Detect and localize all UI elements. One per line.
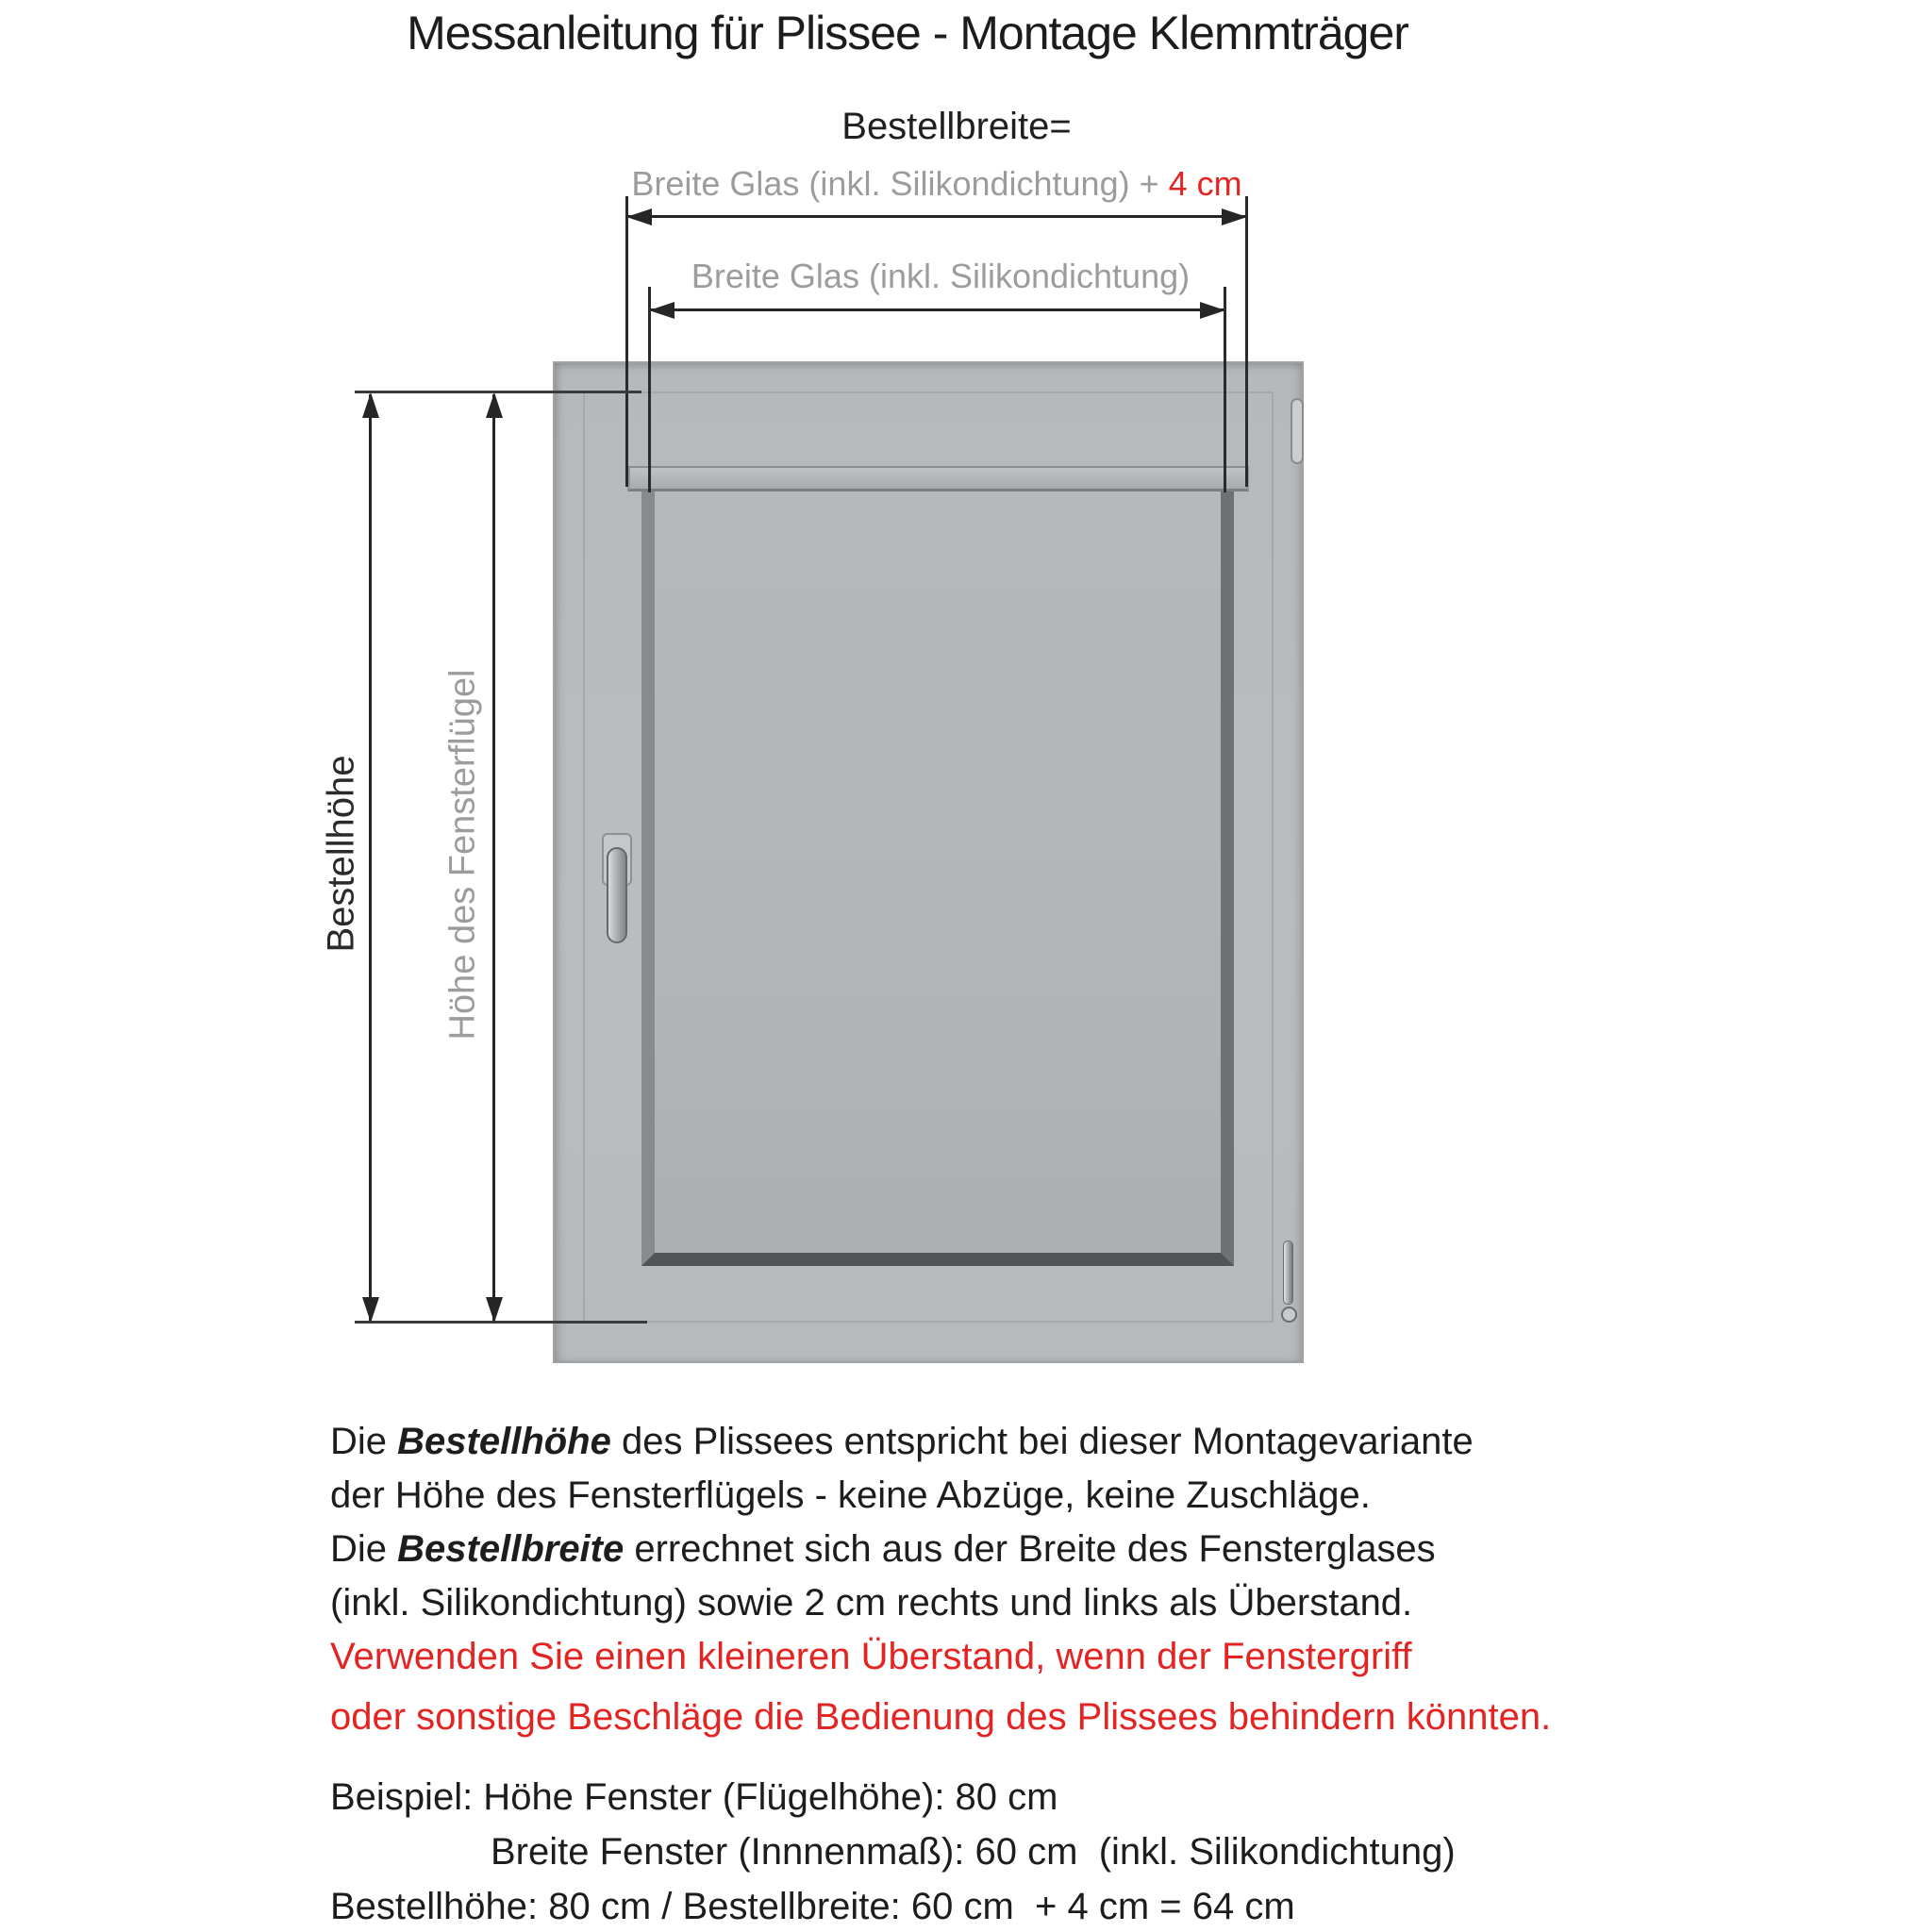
example-line-3: Bestellhöhe: 80 cm / Bestellbreite: 60 cm + 4 cm = 64 cm (330, 1886, 1295, 1927)
order-width-heading: Bestellbreite= (841, 106, 1072, 147)
glass-width-dimension-arrow (651, 308, 1224, 311)
example-block (330, 1770, 1456, 1932)
instruction-line-1-pre: Die (330, 1421, 398, 1462)
plissee-headrail (627, 466, 1249, 491)
window-hinge-pin (1281, 1307, 1297, 1323)
instruction-term-bestellbreite: Bestellbreite (397, 1528, 625, 1570)
warning-line-1: Verwenden Sie einen kleineren Überstand, wenn der Fenstergriff (330, 1636, 1412, 1677)
instruction-term-bestellhoehe: Bestellhöhe (397, 1421, 611, 1462)
instruction-line-4: (inkl. Silikondichtung) sowie 2 cm rechts und links als Überstand. (330, 1582, 1413, 1624)
total-width-label-text: Breite Glas (inkl. Silikondichtung) + (631, 164, 1169, 203)
instruction-line-1 (330, 1415, 1551, 1469)
plus-4cm-value: 4 cm (1168, 164, 1242, 203)
total-width-dimension-arrow (628, 215, 1245, 218)
window-glass (641, 469, 1234, 1266)
example-line-2: Breite Fenster (Innnenmaß): 60 cm (inkl. Silikondichtung) (491, 1831, 1456, 1873)
glass-width-label: Breite Glas (inkl. Silikondichtung) (691, 257, 1191, 295)
sash-height-dimension-arrow (492, 394, 495, 1321)
instructions-block (330, 1415, 1551, 1744)
warning-line-2: oder sonstige Beschläge die Bedienung des Plissees behindern könnten. (330, 1696, 1552, 1738)
window-illustration (553, 361, 1304, 1363)
total-width-label (631, 164, 1241, 204)
instruction-line-3-pre: Die (330, 1528, 398, 1570)
instruction-line-1-post: des Plissees entspricht bei dieser Montagevariante (610, 1421, 1474, 1462)
extension-line-outer-right (1245, 196, 1248, 487)
window-hinge-top (1291, 398, 1304, 464)
window-handle-lever (607, 847, 627, 943)
instruction-line-3 (330, 1523, 1551, 1576)
order-height-dimension-arrow (369, 394, 372, 1321)
instruction-line-2: der Höhe des Fensterflügels - keine Abzüge, keine Zuschläge. (330, 1474, 1371, 1516)
extension-line-outer-left (625, 196, 628, 487)
sash-height-label: Höhe des Fensterflügel (442, 669, 483, 1041)
window-hinge-bottom (1283, 1241, 1293, 1305)
page-title: Messanleitung für Plissee - Montage Klemmträger (407, 7, 1408, 59)
example-line-1: Beispiel: Höhe Fenster (Flügelhöhe): 80 cm (330, 1776, 1058, 1818)
instruction-line-3-post: errechnet sich aus der Breite des Fensterglases (624, 1528, 1436, 1570)
order-height-label: Bestellhöhe (320, 755, 362, 953)
